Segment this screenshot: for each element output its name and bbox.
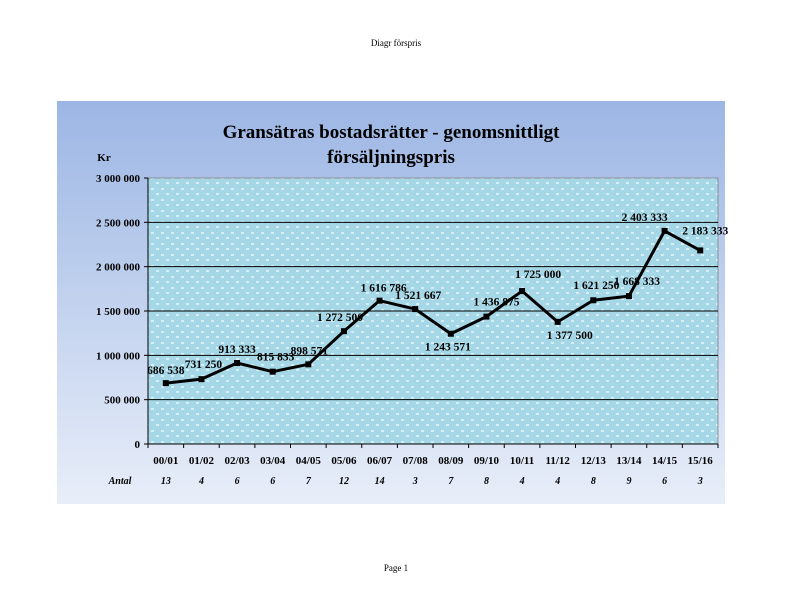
y-tick-label: 1 000 000 [96,350,140,363]
count-value: 7 [448,476,454,487]
x-tick-label: 04/05 [295,455,321,467]
x-tick-label: 00/01 [153,455,179,467]
count-value: 13 [160,476,171,487]
data-point [377,298,383,304]
y-tick-label: 1 500 000 [96,306,140,318]
data-point [305,361,311,367]
count-value: 6 [662,476,668,487]
data-point [234,360,240,366]
y-tick-label: 2 500 000 [96,217,140,230]
count-value: 4 [198,476,204,487]
data-label: 1 668 333 [613,276,660,289]
x-tick-label: 06/07 [367,455,393,467]
data-point [270,369,276,375]
x-tick-label: 11/12 [545,455,570,467]
count-value: 9 [626,476,632,487]
data-point [626,293,632,299]
count-value: 6 [234,476,240,487]
data-label: 1 272 500 [316,312,363,325]
data-point [555,319,561,325]
data-point [662,228,668,234]
count-value: 8 [483,476,489,487]
data-label: 2 183 333 [682,225,729,238]
count-value: 4 [519,476,525,487]
data-point [483,314,489,320]
count-value: 4 [555,476,561,487]
data-label: 815 833 [257,351,295,364]
data-label: 1 616 786 [360,282,407,295]
chart-title-line-1: Gransätras bostadsrätter - genomsnittligt [222,122,560,143]
data-label: 1 436 875 [473,296,520,309]
x-tick-label: 07/08 [402,455,428,467]
data-point [412,306,418,312]
x-tick-label: 12/13 [580,455,606,467]
data-point [519,288,525,294]
y-axis-label: Kr [97,152,111,164]
data-label: 1 521 667 [395,290,442,303]
data-label: 1 621 250 [573,280,620,293]
data-label: 2 403 333 [621,211,668,224]
count-value: 12 [338,476,349,487]
y-tick-label: 500 000 [104,394,140,407]
x-tick-label: 13/14 [616,455,642,467]
count-value: 8 [590,476,596,487]
data-point [341,328,347,334]
page-footer: Page 1 [383,563,409,573]
count-value: 6 [270,476,276,487]
y-tick-label: 3 000 000 [96,173,140,185]
data-label: 1 243 571 [424,341,471,354]
data-point [590,297,596,303]
x-tick-label: 03/04 [260,455,286,467]
x-tick-label: 01/02 [188,455,214,467]
x-tick-label: 08/09 [438,455,464,467]
data-point [448,331,454,337]
data-label: 898 571 [290,345,328,358]
y-tick-label: 0 [134,439,140,451]
count-row-label: Antal [108,476,132,487]
data-label: 913 333 [218,344,256,357]
data-label: 1 725 000 [515,269,562,282]
data-label: 1 377 500 [546,329,593,342]
data-label: 731 250 [184,359,223,372]
x-tick-label: 14/15 [652,455,678,467]
data-point [163,380,169,386]
x-tick-label: 10/11 [509,455,535,467]
count-value: 3 [697,476,703,487]
data-point [697,247,703,253]
x-tick-label: 09/10 [473,455,499,467]
chart-title-line-2: försäljningspris [327,147,455,168]
data-point [198,376,204,382]
x-tick-label: 05/06 [331,455,357,467]
page-header: Diagr förspris [370,38,422,48]
count-value: 7 [305,476,311,487]
x-tick-label: 15/16 [687,455,713,467]
count-value: 3 [412,476,418,487]
count-value: 14 [374,476,385,487]
x-tick-label: 02/03 [224,455,250,467]
y-tick-label: 2 000 000 [96,261,140,274]
data-label: 686 538 [147,365,185,378]
